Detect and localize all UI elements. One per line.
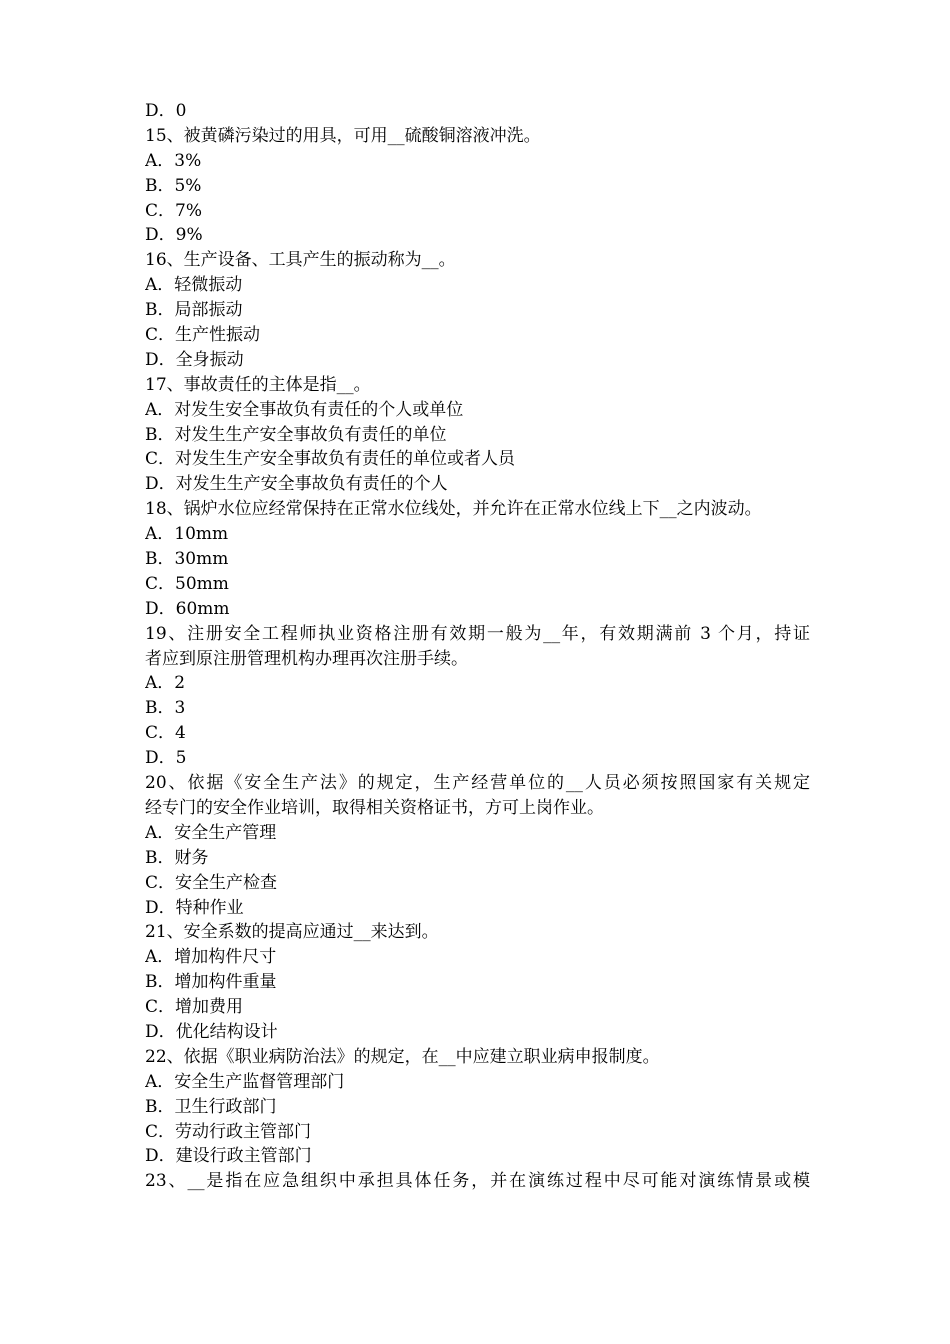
question-17: 17、事故责任的主体是指__。 xyxy=(145,374,371,395)
option-b: B．3 xyxy=(145,698,186,719)
option-d: D．60mm xyxy=(145,598,230,619)
question-16: 16、生产设备、工具产生的振动称为__。 xyxy=(145,250,456,271)
option-a: A．安全生产管理 xyxy=(145,822,277,843)
option-b: B．财务 xyxy=(145,847,209,868)
option-d: D．9% xyxy=(145,225,203,246)
option-b: B．对发生生产安全事故负有责任的单位 xyxy=(145,424,447,445)
option-b: B．增加构件重量 xyxy=(145,972,277,993)
question-15: 15、被黄磷污染过的用具，可用__硫酸铜溶液冲洗。 xyxy=(145,125,541,146)
option-c: C．对发生生产安全事故负有责任的单位或者人员 xyxy=(145,449,516,470)
question-20: 20、依据《安全生产法》的规定，生产经营单位的__人员必须按照国家有关规定 xyxy=(145,773,810,794)
option-a: A．3% xyxy=(145,150,202,171)
option-c: C．劳动行政主管部门 xyxy=(145,1121,312,1142)
option-b: B．30mm xyxy=(145,549,229,570)
question-23: 23、__是指在应急组织中承担具体任务，并在演练过程中尽可能对演练情景或模 xyxy=(145,1171,810,1192)
option-c: C．50mm xyxy=(145,573,229,594)
option-c: C．4 xyxy=(145,723,186,744)
option-b: B．5% xyxy=(145,175,202,196)
option-c: C．安全生产检查 xyxy=(145,872,278,893)
option-b: B．局部振动 xyxy=(145,300,243,321)
text-line: D．0 xyxy=(145,101,187,121)
option-d: D．优化结构设计 xyxy=(145,1021,278,1042)
option-c: C．7% xyxy=(145,200,202,221)
option-a: A．10mm xyxy=(145,524,229,545)
option-a: A．增加构件尺寸 xyxy=(145,947,277,968)
option-d: D．全身振动 xyxy=(145,349,244,370)
option-a: A．对发生安全事故负有责任的个人或单位 xyxy=(145,399,464,420)
option-c: C．增加费用 xyxy=(145,997,244,1018)
question-18: 18、锅炉水位应经常保持在正常水位线处，并允许在正常水位线上下__之内波动。 xyxy=(145,499,762,520)
option-d: D．特种作业 xyxy=(145,897,244,918)
option-d: D．5 xyxy=(145,748,187,769)
question-21: 21、安全系数的提高应通过__来达到。 xyxy=(145,922,439,943)
option-d: D．建设行政主管部门 xyxy=(145,1146,312,1167)
option-c: C．生产性振动 xyxy=(145,325,261,346)
question-20-continued: 经专门的安全作业培训，取得相关资格证书，方可上岗作业。 xyxy=(145,797,604,818)
question-22: 22、依据《职业病防治法》的规定，在__中应建立职业病申报制度。 xyxy=(145,1046,660,1067)
option-a: A．2 xyxy=(145,673,186,694)
question-19-continued: 者应到原注册管理机构办理再次注册手续。 xyxy=(145,648,468,669)
option-d: D．对发生生产安全事故负有责任的个人 xyxy=(145,474,448,495)
question-19: 19、注册安全工程师执业资格注册有效期一般为__年，有效期满前 3 个月，持证 xyxy=(145,623,810,644)
option-b: B．卫生行政部门 xyxy=(145,1096,277,1117)
exam-question-text xyxy=(145,99,810,1194)
option-a: A．轻微振动 xyxy=(145,275,243,296)
option-a: A．安全生产监督管理部门 xyxy=(145,1071,345,1092)
